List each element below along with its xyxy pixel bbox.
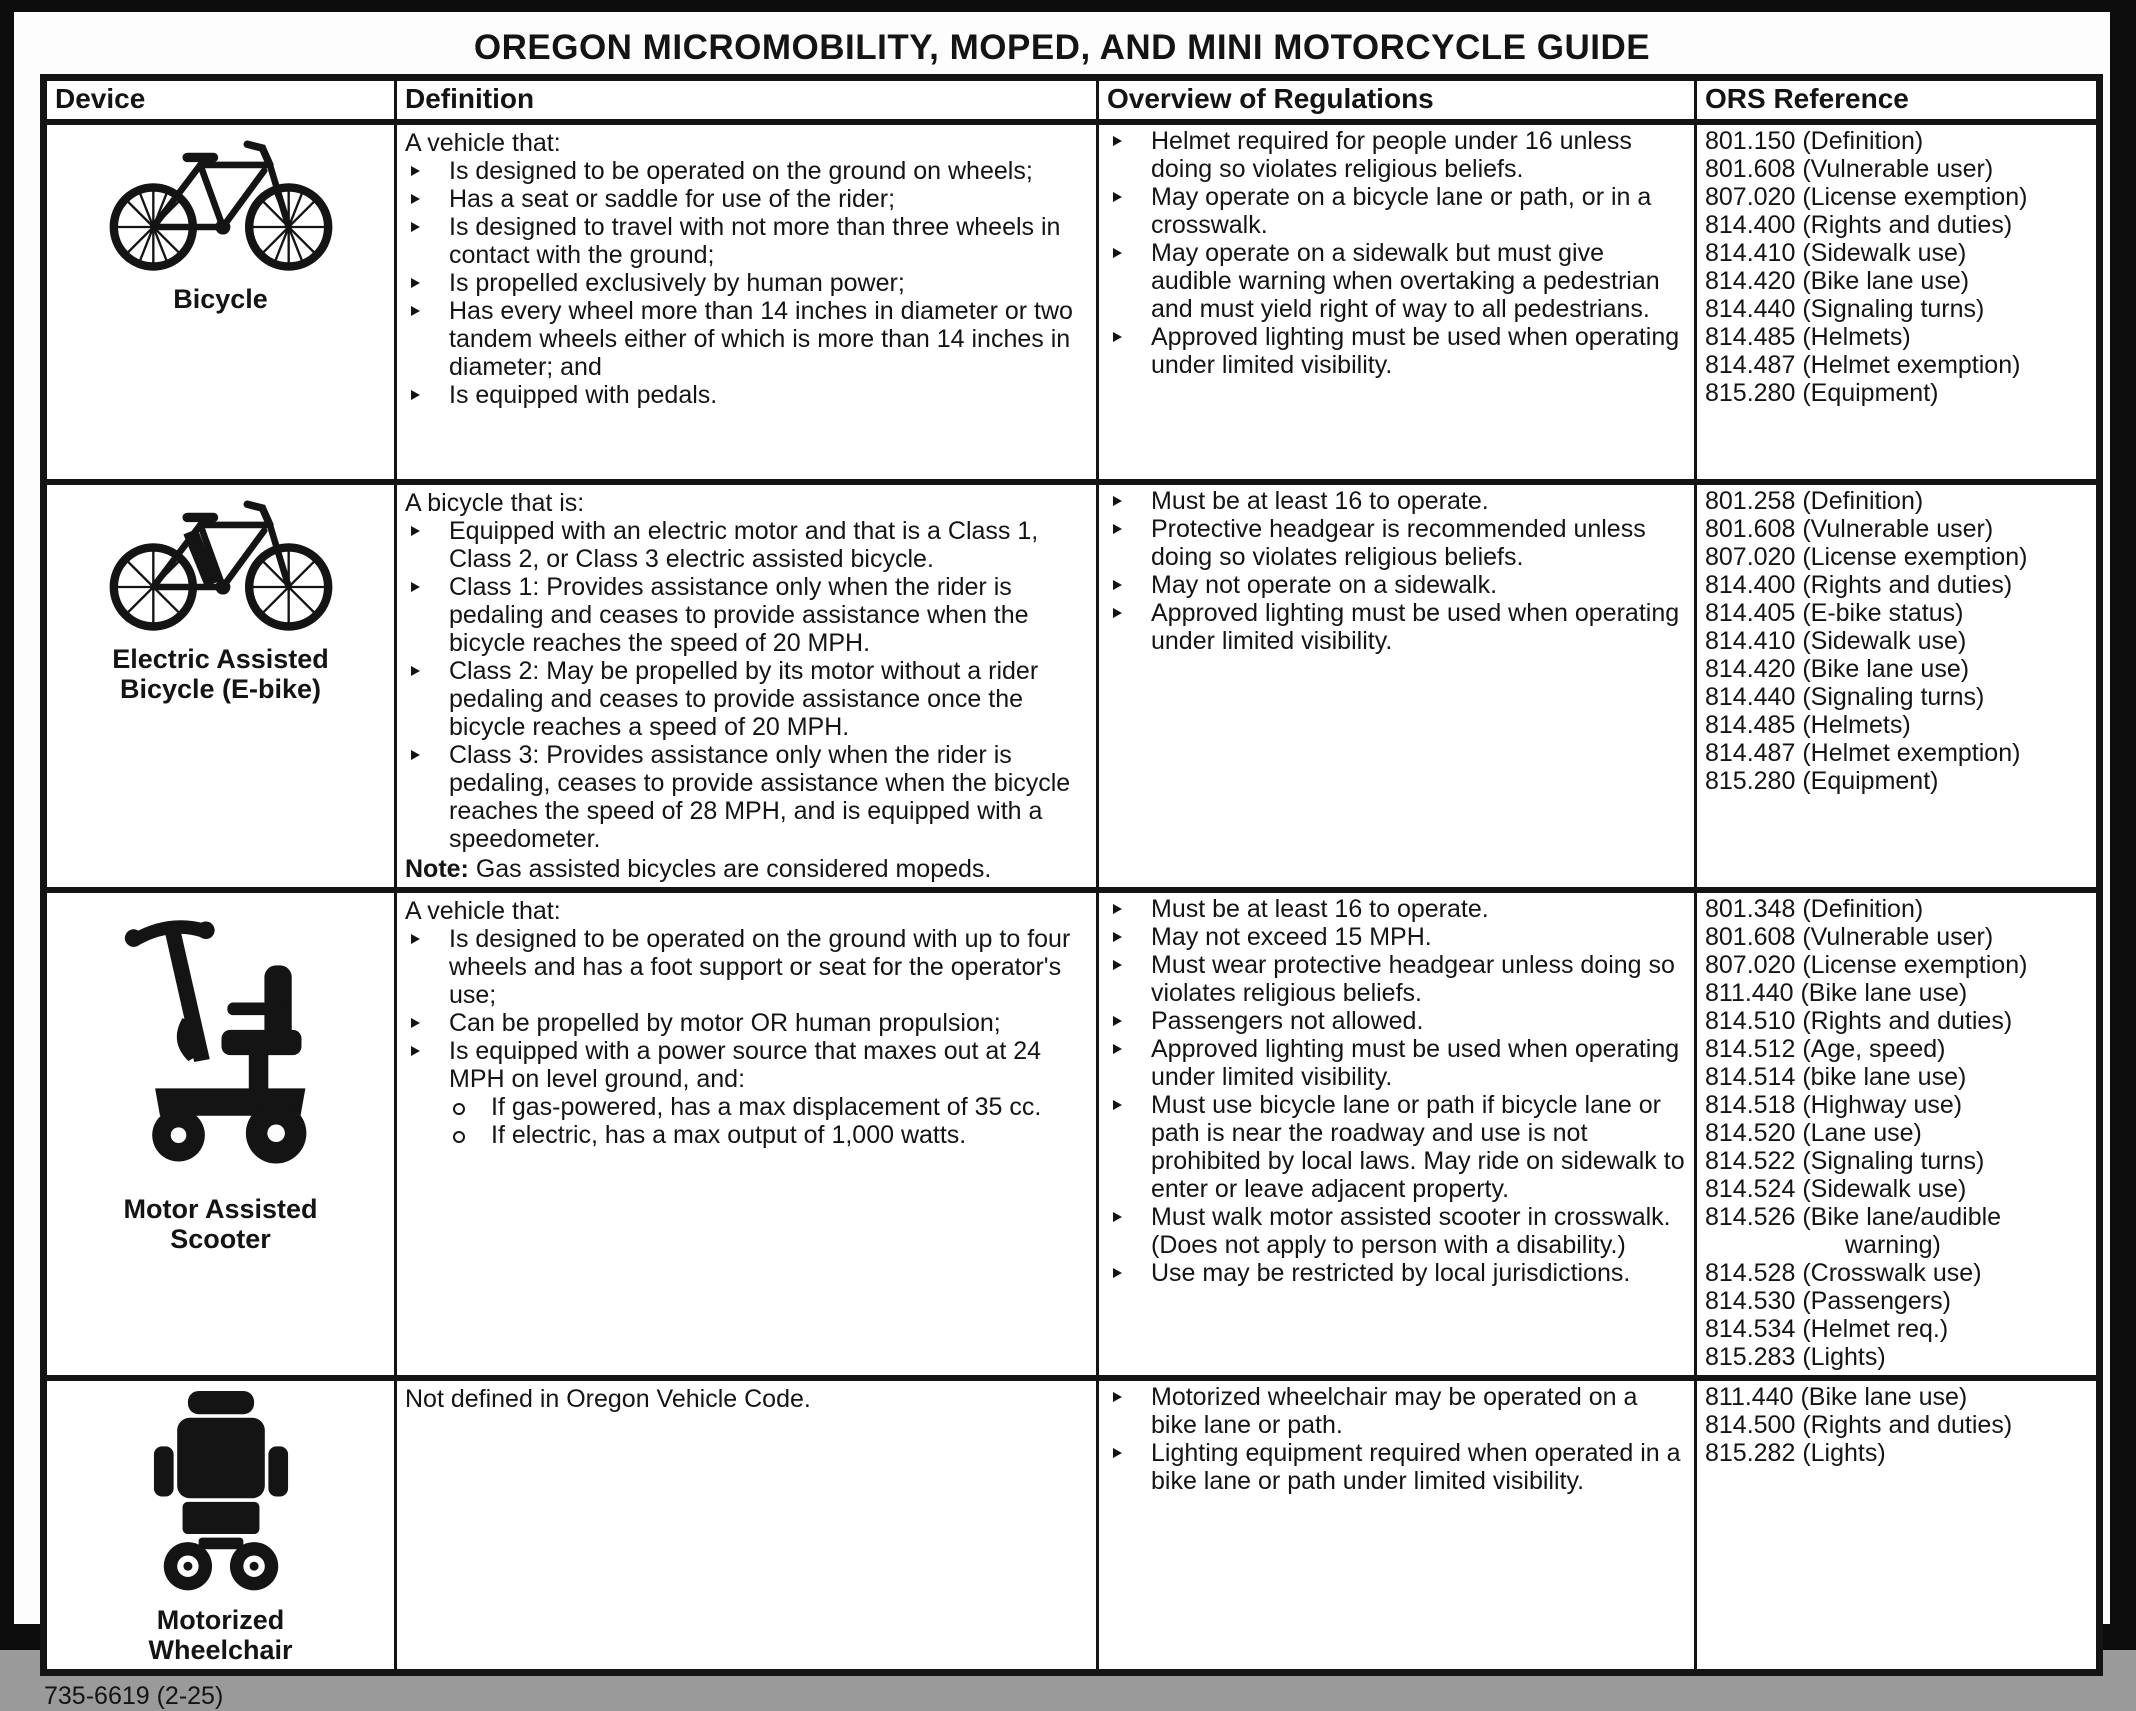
- regulation-item: [1107, 1259, 1686, 1287]
- definition-intro: A bicycle that is:: [405, 489, 585, 517]
- ors-reference: 801.348 (Definition): [1705, 895, 1924, 923]
- definition-item-text: Has every wheel more than 14 inches in diameter or two tandem wheels either of which is more than 14 inches in diameter; and: [449, 297, 1073, 381]
- device-cell-bicycle: [44, 122, 396, 482]
- ors-reference: 814.510 (Rights and duties): [1705, 1007, 2013, 1035]
- definition-item-text: Is designed to be operated on the ground on wheels;: [449, 157, 1033, 185]
- regulation-item: [1107, 599, 1686, 655]
- regulation-item-text: Use may be restricted by local jurisdictions.: [1151, 1259, 1631, 1287]
- regulation-item: [1107, 1091, 1686, 1203]
- ors-reference: 814.405 (E-bike status): [1705, 599, 1964, 627]
- regulation-item: [1107, 323, 1686, 379]
- sub-bullet-marker: [447, 1093, 491, 1121]
- definition-item-text: Is designed to travel with not more than three wheels in contact with the ground;: [449, 213, 1061, 269]
- table-row-bicycle: [44, 122, 2100, 482]
- ors-cell-bicycle: [1696, 122, 2100, 482]
- regulation-item: [1107, 571, 1686, 599]
- ors-reference: 815.280 (Equipment): [1705, 379, 1939, 407]
- definition-item: [405, 381, 1088, 409]
- bullet-marker: [1107, 239, 1151, 323]
- definition-item: [405, 1037, 1088, 1093]
- ors-cell-scooter: [1696, 890, 2100, 1378]
- device-label-ebike: Electric Assisted Bicycle (E-bike): [112, 644, 329, 704]
- ors-reference: 814.420 (Bike lane use): [1705, 267, 1970, 295]
- ors-reference: 814.534 (Helmet req.): [1705, 1315, 1949, 1343]
- definition-item-text: Is designed to be operated on the ground with up to four wheels and has a foot support or seat for the operator's use;: [449, 925, 1071, 1009]
- table-row-wheelchair: [44, 1378, 2100, 1673]
- regulation-item-text: Approved lighting must be used when operating under limited visibility.: [1151, 1035, 1680, 1091]
- regulation-item-text: Approved lighting must be used when operating under limited visibility.: [1151, 323, 1680, 379]
- definition-item-text: Equipped with an electric motor and that is a Class 1, Class 2, or Class 3 electric assisted bicycle.: [449, 517, 1039, 573]
- column-header-ors-reference: ORS Reference: [1696, 78, 2100, 123]
- definition-item-text: Has a seat or saddle for use of the rider;: [449, 185, 896, 213]
- regulation-item-text: Approved lighting must be used when operating under limited visibility.: [1151, 599, 1680, 655]
- ors-reference: 801.608 (Vulnerable user): [1705, 515, 1994, 543]
- regulation-item-text: May not operate on a sidewalk.: [1151, 571, 1498, 599]
- definition-item-text: Class 2: May be propelled by its motor without a rider pedaling and ceases to provide assistance once the bicycle reaches a speed of 20 MPH.: [449, 657, 1039, 741]
- regulation-item-text: Must use bicycle lane or path if bicycle lane or path is near the roadway and use is not prohibited by local laws. May ride on sidewalk to enter or leave adjacent property.: [1151, 1091, 1685, 1203]
- bullet-marker: [1107, 1203, 1151, 1259]
- ors-reference: 814.520 (Lane use): [1705, 1119, 1922, 1147]
- definition-item-text: Class 1: Provides assistance only when the rider is pedaling and ceases to provide assistance when the bicycle reaches the speed of 20 MPH.: [449, 573, 1029, 657]
- device-cell-wheelchair: [44, 1378, 396, 1673]
- definition-item: [405, 185, 1088, 213]
- ors-reference: 814.518 (Highway use): [1705, 1091, 1963, 1119]
- bullet-marker: [405, 1009, 449, 1037]
- device-cell-ebike: [44, 482, 396, 890]
- wheelchair-icon: [55, 1389, 386, 1601]
- definition-item-text: If gas-powered, has a max displacement of 35 cc.: [491, 1093, 1042, 1121]
- ors-reference: 814.524 (Sidewalk use): [1705, 1175, 1967, 1203]
- ors-reference: 811.440 (Bike lane use): [1705, 1383, 1968, 1411]
- ors-reference: 814.487 (Helmet exemption): [1705, 351, 2021, 379]
- ors-reference: 814.528 (Crosswalk use): [1705, 1259, 1982, 1287]
- regulations-cell-ebike: [1098, 482, 1696, 890]
- ors-reference: 814.514 (bike lane use): [1705, 1063, 1967, 1091]
- ors-reference: 814.420 (Bike lane use): [1705, 655, 1970, 683]
- device-label-wheelchair: Motorized Wheelchair: [148, 1605, 293, 1665]
- bullet-marker: [405, 657, 449, 741]
- regulation-item: [1107, 515, 1686, 571]
- definition-cell-bicycle: [396, 122, 1098, 482]
- ors-reference: 814.530 (Passengers): [1705, 1287, 1951, 1315]
- column-header-device: Device: [44, 78, 396, 123]
- ors-reference: 814.410 (Sidewalk use): [1705, 239, 1967, 267]
- bullet-marker: [1107, 1035, 1151, 1091]
- bullet-marker: [1107, 1007, 1151, 1035]
- bullet-marker: [1107, 1091, 1151, 1203]
- ors-reference: 801.608 (Vulnerable user): [1705, 155, 1994, 183]
- bullet-marker: [1107, 895, 1151, 923]
- regulation-item: [1107, 1007, 1686, 1035]
- regulation-item-text: Must be at least 16 to operate.: [1151, 487, 1489, 515]
- sub-bullet-marker: [447, 1121, 491, 1149]
- bullet-marker: [405, 185, 449, 213]
- ors-reference: 815.283 (Lights): [1705, 1343, 1886, 1371]
- regulation-item-text: Must be at least 16 to operate.: [1151, 895, 1489, 923]
- ors-cell-ebike: [1696, 482, 2100, 890]
- definition-item: [405, 741, 1088, 853]
- column-header-definition: Definition: [396, 78, 1098, 123]
- ors-reference: 814.485 (Helmets): [1705, 711, 1911, 739]
- regulation-item: [1107, 239, 1686, 323]
- bullet-marker: [1107, 323, 1151, 379]
- bullet-marker: [1107, 1259, 1151, 1287]
- ors-reference: 814.522 (Signaling turns): [1705, 1147, 1985, 1175]
- regulation-item-text: May not exceed 15 MPH.: [1151, 923, 1432, 951]
- ors-reference: 814.485 (Helmets): [1705, 323, 1911, 351]
- regulation-item: [1107, 127, 1686, 183]
- definition-note: [405, 855, 1088, 883]
- definition-item-text: Is equipped with a power source that maxes out at 24 MPH on level ground, and:: [449, 1037, 1042, 1093]
- definition-item: [405, 157, 1088, 185]
- regulation-item-text: Lighting equipment required when operated in a bike lane or path under limited visibility.: [1151, 1439, 1681, 1495]
- regulation-item-text: Passengers not allowed.: [1151, 1007, 1424, 1035]
- bicycle-icon: [55, 133, 386, 280]
- ors-reference: 815.282 (Lights): [1705, 1439, 1886, 1467]
- bullet-marker: [405, 517, 449, 573]
- ors-reference: 814.512 (Age, speed): [1705, 1035, 1946, 1063]
- ors-reference: 807.020 (License exemption): [1705, 543, 2028, 571]
- bullet-marker: [1107, 571, 1151, 599]
- definition-intro: A vehicle that:: [405, 897, 561, 925]
- ors-reference: 807.020 (License exemption): [1705, 183, 2028, 211]
- page-title: OREGON MICROMOBILITY, MOPED, AND MINI MOTORCYCLE GUIDE: [473, 28, 1651, 67]
- definition-cell-scooter: [396, 890, 1098, 1378]
- bullet-marker: [405, 269, 449, 297]
- bullet-marker: [1107, 951, 1151, 1007]
- definition-item-text: Can be propelled by motor OR human propulsion;: [449, 1009, 1001, 1037]
- definition-item: [405, 1009, 1088, 1037]
- definition-item: [447, 1121, 1088, 1149]
- regulation-item-text: Must wear protective headgear unless doing so violates religious beliefs.: [1151, 951, 1675, 1007]
- definition-intro: A vehicle that:: [405, 129, 561, 157]
- table-row-scooter: [44, 890, 2100, 1378]
- definition-item: [405, 517, 1088, 573]
- bullet-marker: [1107, 1383, 1151, 1439]
- regulations-cell-wheelchair: [1098, 1378, 1696, 1673]
- header-row: [44, 78, 2100, 123]
- ors-reference: 814.410 (Sidewalk use): [1705, 627, 1967, 655]
- ors-cell-wheelchair: [1696, 1378, 2100, 1673]
- definition-item: [405, 297, 1088, 381]
- ors-reference: 814.500 (Rights and duties): [1705, 1411, 2013, 1439]
- bullet-marker: [1107, 923, 1151, 951]
- ors-reference: 814.440 (Signaling turns): [1705, 295, 1985, 323]
- bullet-marker: [1107, 515, 1151, 571]
- ors-reference: 814.440 (Signaling turns): [1705, 683, 1985, 711]
- table-row-ebike: [44, 482, 2100, 890]
- regulation-item: [1107, 895, 1686, 923]
- form-number: 735-6619 (2-25): [44, 1682, 224, 1710]
- ors-reference: 814.487 (Helmet exemption): [1705, 739, 2021, 767]
- bullet-marker: [1107, 599, 1151, 655]
- definition-item-text: Is propelled exclusively by human power;: [449, 269, 905, 297]
- bullet-marker: [405, 925, 449, 1009]
- ors-reference: 811.440 (Bike lane use): [1705, 979, 1968, 1007]
- regulation-item-text: May operate on a sidewalk but must give audible warning when overtaking a pedestrian and must yield right of way to all pedestrians.: [1151, 239, 1660, 323]
- regulations-cell-scooter: [1098, 890, 1696, 1378]
- ors-reference: 807.020 (License exemption): [1705, 951, 2028, 979]
- bullet-marker: [405, 573, 449, 657]
- bullet-marker: [405, 297, 449, 381]
- ors-reference: 815.280 (Equipment): [1705, 767, 1939, 795]
- regulation-item-text: Must walk motor assisted scooter in crosswalk. (Does not apply to person with a disability.): [1151, 1203, 1671, 1259]
- bullet-marker: [405, 213, 449, 269]
- definition-cell-ebike: [396, 482, 1098, 890]
- definition-item: [405, 213, 1088, 269]
- definition-intro: Not defined in Oregon Vehicle Code.: [405, 1385, 811, 1413]
- bullet-marker: [1107, 1439, 1151, 1495]
- device-label-scooter: Motor Assisted Scooter: [123, 1194, 318, 1254]
- definition-item: [405, 925, 1088, 1009]
- definition-note-label: Note:: [405, 855, 469, 883]
- definition-item-text: If electric, has a max output of 1,000 watts.: [491, 1121, 967, 1149]
- ors-reference: 814.526 (Bike lane/audible warning): [1705, 1203, 2002, 1259]
- bullet-marker: [405, 1037, 449, 1093]
- regulation-item-text: Motorized wheelchair may be operated on a bike lane or path.: [1151, 1383, 1638, 1439]
- bullet-marker: [405, 381, 449, 409]
- ors-reference: 801.150 (Definition): [1705, 127, 1924, 155]
- regulation-item-text: Helmet required for people under 16 unless doing so violates religious beliefs.: [1151, 127, 1632, 183]
- regulation-item-text: May operate on a bicycle lane or path, or in a crosswalk.: [1151, 183, 1652, 239]
- column-header-overview-of-regulations: Overview of Regulations: [1098, 78, 1696, 123]
- bullet-marker: [405, 157, 449, 185]
- definition-item: [405, 269, 1088, 297]
- scooter-icon: [55, 901, 386, 1190]
- definition-item-text: Is equipped with pedals.: [449, 381, 718, 409]
- definition-item: [405, 657, 1088, 741]
- regulation-item: [1107, 1439, 1686, 1495]
- device-cell-scooter: [44, 890, 396, 1378]
- bullet-marker: [405, 741, 449, 853]
- regulation-item: [1107, 1203, 1686, 1259]
- regulation-item: [1107, 487, 1686, 515]
- regulations-cell-bicycle: [1098, 122, 1696, 482]
- definition-note-text: Gas assisted bicycles are considered mopeds.: [468, 855, 992, 883]
- ors-reference: 814.400 (Rights and duties): [1705, 571, 2013, 599]
- bullet-marker: [1107, 183, 1151, 239]
- definition-item-text: Class 3: Provides assistance only when the rider is pedaling, ceases to provide assistance when the bicycle reaches the speed of 28 MPH, and is equipped with a speedometer.: [449, 741, 1071, 853]
- definition-cell-wheelchair: [396, 1378, 1098, 1673]
- regulation-item: [1107, 1383, 1686, 1439]
- bullet-marker: [1107, 487, 1151, 515]
- ebike-icon: [55, 493, 386, 640]
- ors-reference: 814.400 (Rights and duties): [1705, 211, 2013, 239]
- device-label-bicycle: Bicycle: [173, 284, 268, 314]
- definition-item: [405, 573, 1088, 657]
- regulation-item: [1107, 923, 1686, 951]
- bullet-marker: [1107, 127, 1151, 183]
- regulation-item: [1107, 951, 1686, 1007]
- ors-reference: 801.258 (Definition): [1705, 487, 1924, 515]
- regulation-item: [1107, 1035, 1686, 1091]
- regulation-item: [1107, 183, 1686, 239]
- ors-reference: 801.608 (Vulnerable user): [1705, 923, 1994, 951]
- regulation-item-text: Protective headgear is recommended unless doing so violates religious beliefs.: [1151, 515, 1646, 571]
- definition-item: [447, 1093, 1088, 1121]
- micromobility-guide-table: [40, 74, 2103, 1676]
